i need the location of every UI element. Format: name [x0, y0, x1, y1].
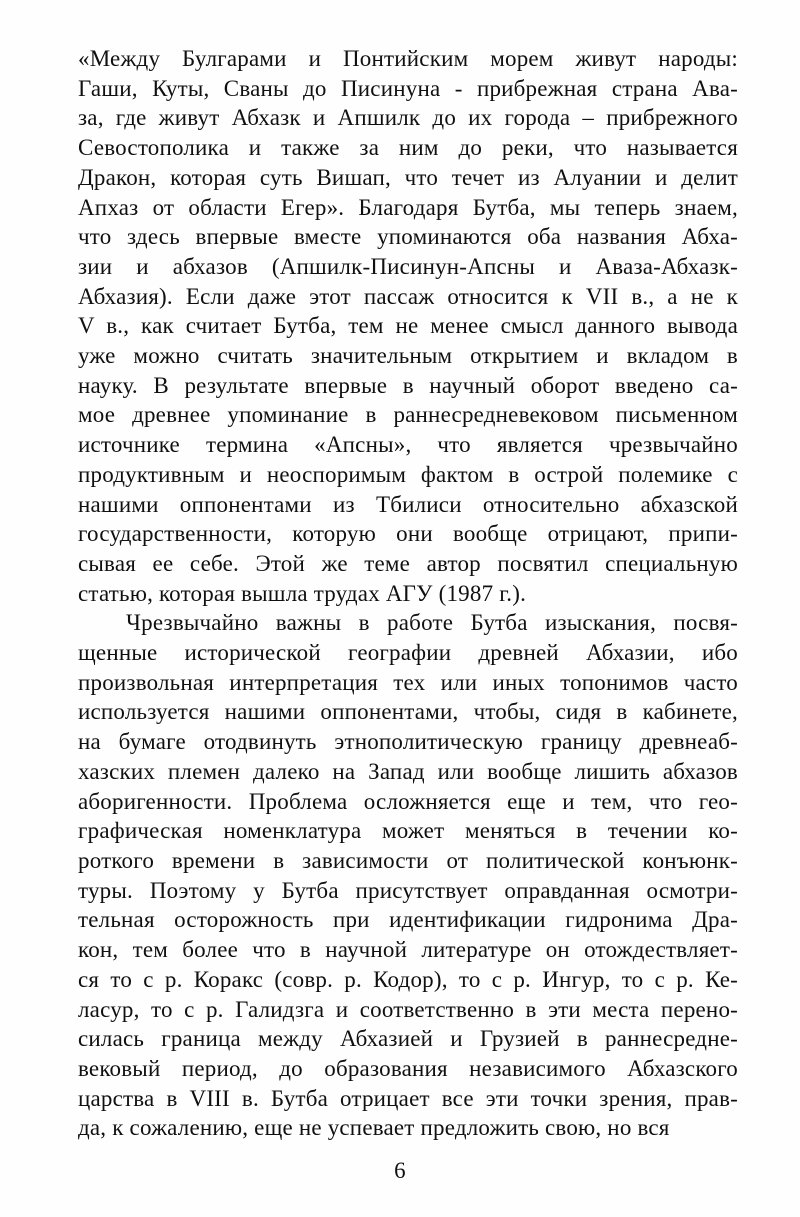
text-line: ся то с р. Коракс (совр. р. Кодор), то с р. Ингур, то с р. Ке-	[78, 966, 738, 992]
text-line: на бумаге отодвинуть этнополитическую границу древнеаб-	[78, 729, 738, 755]
text-line: науку. В результате впервые в научный оборот введено са-	[78, 372, 738, 398]
text-line: источнике термина «Апсны», что является чрезвычайно	[78, 432, 738, 458]
text-line: царства в VIII в. Бутба отрицает все эти точки зрения, прав-	[78, 1085, 738, 1111]
text-line: Севостополика и также за ним до реки, что называется	[78, 135, 738, 161]
text-line: Абхазия). Если даже этот пассаж относится к VII в., а не к	[78, 283, 738, 309]
page-text-block	[78, 44, 738, 1143]
text-line: сывая ее себе. Этой же теме автор посвятил специальную	[78, 550, 738, 576]
text-line: роткого времени в зависимости от политической конъюнк-	[78, 847, 738, 873]
text-line: аборигенности. Проблема осложняется еще и тем, что гео-	[78, 788, 738, 814]
text-line: да, к сожалению, еще не успевает предложить свою, но вся	[78, 1115, 670, 1141]
paragraph	[78, 44, 738, 608]
text-line: тельная осторожность при идентификации гидронима Дра-	[78, 907, 738, 933]
text-line: что здесь впервые вместе упоминаются оба названия Абха-	[78, 224, 738, 250]
text-line: кон, тем более что в научной литературе он отождествляет-	[78, 937, 738, 963]
text-line: продуктивным и неоспоримым фактом в острой полемике с	[78, 461, 738, 487]
text-line: вековый период, до образования независимого Абхазского	[78, 1055, 738, 1081]
text-line: ласур, то с р. Галидзга и соответственно в эти места перено-	[78, 996, 738, 1022]
paragraphs-container	[78, 44, 738, 1143]
text-line: мое древнее упоминание в раннесредневековом письменном	[78, 402, 738, 428]
text-line: щенные исторической географии древней Абхазии, ибо	[78, 640, 738, 666]
text-line: «Между Булгарами и Понтийским морем живут народы:	[78, 46, 738, 71]
text-line: туры. Поэтому у Бутба присутствует оправданная осмотри-	[78, 877, 738, 903]
text-line: произвольная интерпретация тех или иных топонимов часто	[78, 669, 738, 695]
text-line: силась граница между Абхазией и Грузией в раннесредне-	[78, 1026, 738, 1052]
text-line: V в., как считает Бутба, тем не менее смысл данного вывода	[78, 313, 738, 339]
text-line: Дракон, которая суть Вишап, что течет из Алуании и делит	[78, 164, 738, 190]
text-line: статью, которая вышла трудах АГУ (1987 г.).	[78, 580, 527, 606]
text-line: графическая номенклатура может меняться в течении ко-	[78, 818, 738, 844]
page-footer	[0, 1158, 800, 1184]
text-line: государственности, которую они вообще отрицают, припи-	[78, 521, 738, 547]
text-line: уже можно считать значительным открытием и вкладом в	[78, 343, 738, 369]
page-number: 6	[394, 1158, 406, 1183]
paragraph	[78, 608, 738, 1143]
text-line: Гаши, Куты, Сваны до Писинуна - прибрежная страна Ава-	[78, 75, 738, 101]
text-line: хазских племен далеко на Запад или вообще лишить абхазов	[78, 758, 738, 784]
text-line: нашими оппонентами из Тбилиси относительно абхазской	[78, 491, 738, 517]
text-line: Чрезвычайно важны в работе Бутба изыскания, посвя-	[126, 610, 738, 636]
text-line: используется нашими оппонентами, чтобы, сидя в кабинете,	[78, 699, 738, 725]
text-line: Апхаз от области Егер». Благодаря Бутба, мы теперь знаем,	[78, 194, 738, 220]
text-line: зии и абхазов (Апшилк-Писинун-Апсны и Аваза-Абхазк-	[78, 253, 738, 279]
text-line: за, где живут Абхазк и Апшилк до их города – прибрежного	[78, 105, 738, 131]
